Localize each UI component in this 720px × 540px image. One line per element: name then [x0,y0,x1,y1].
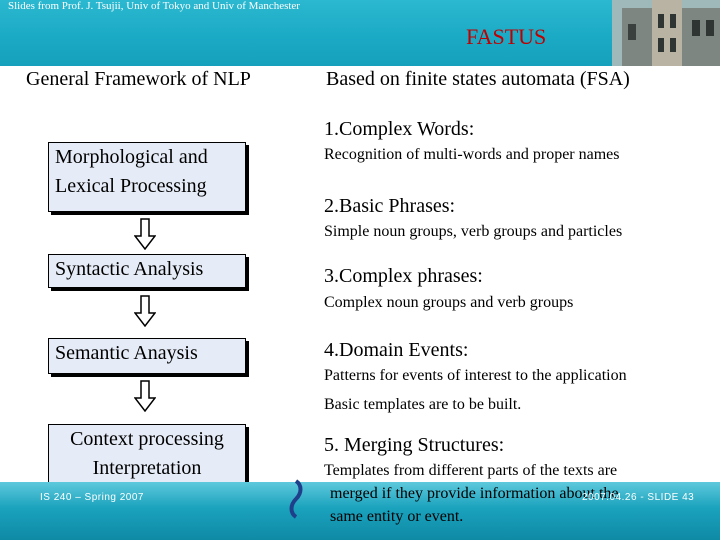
step-4-title: 4.Domain Events: [324,339,469,361]
slide-title: FASTUS [466,24,547,49]
box-morphological [48,142,246,212]
down-arrow-icon [134,295,156,327]
step-2-desc: Simple noun groups, verb groups and particles [324,223,623,240]
box-syntactic-label: Syntactic Analysis [55,258,204,280]
step-4-desc-2: Basic templates are to be built. [324,396,522,413]
step-2-title: 2.Basic Phrases: [324,195,456,217]
down-arrow-icon [134,380,156,412]
slide-credit: Slides from Prof. J. Tsujii, Univ of Tokyo and Univ of Manchester [8,0,300,12]
university-logo [288,479,304,519]
left-heading: General Framework of NLP [26,68,251,90]
down-arrow-icon [134,218,156,250]
step-4-desc: Patterns for events of interest to the application [324,367,627,384]
right-heading: Based on finite states automata (FSA) [326,68,630,90]
box-syntactic [48,254,246,288]
footer-course: IS 240 – Spring 2007 [40,492,144,503]
step-1-desc: Recognition of multi-words and proper names [324,146,620,163]
box-morphological-label: Morphological and Lexical Processing [55,146,208,197]
footer-slide-number: 2007.04.26 - SLIDE 43 [582,492,695,503]
building-photo [612,0,720,66]
step-5-desc-3: same entity or event. [330,508,464,525]
box-context-label: Context processing Interpretation [70,428,224,479]
step-3-desc: Complex noun groups and verb groups [324,294,574,311]
step-5-desc: Templates from different parts of the texts are [324,462,618,479]
step-5-title: 5. Merging Structures: [324,434,505,456]
box-semantic [48,338,246,374]
step-3-title: 3.Complex phrases: [324,265,483,287]
step-5-desc-2: merged if they provide information about the [330,485,619,502]
box-semantic-label: Semantic Anaysis [55,342,198,364]
step-1-title: 1.Complex Words: [324,118,475,140]
